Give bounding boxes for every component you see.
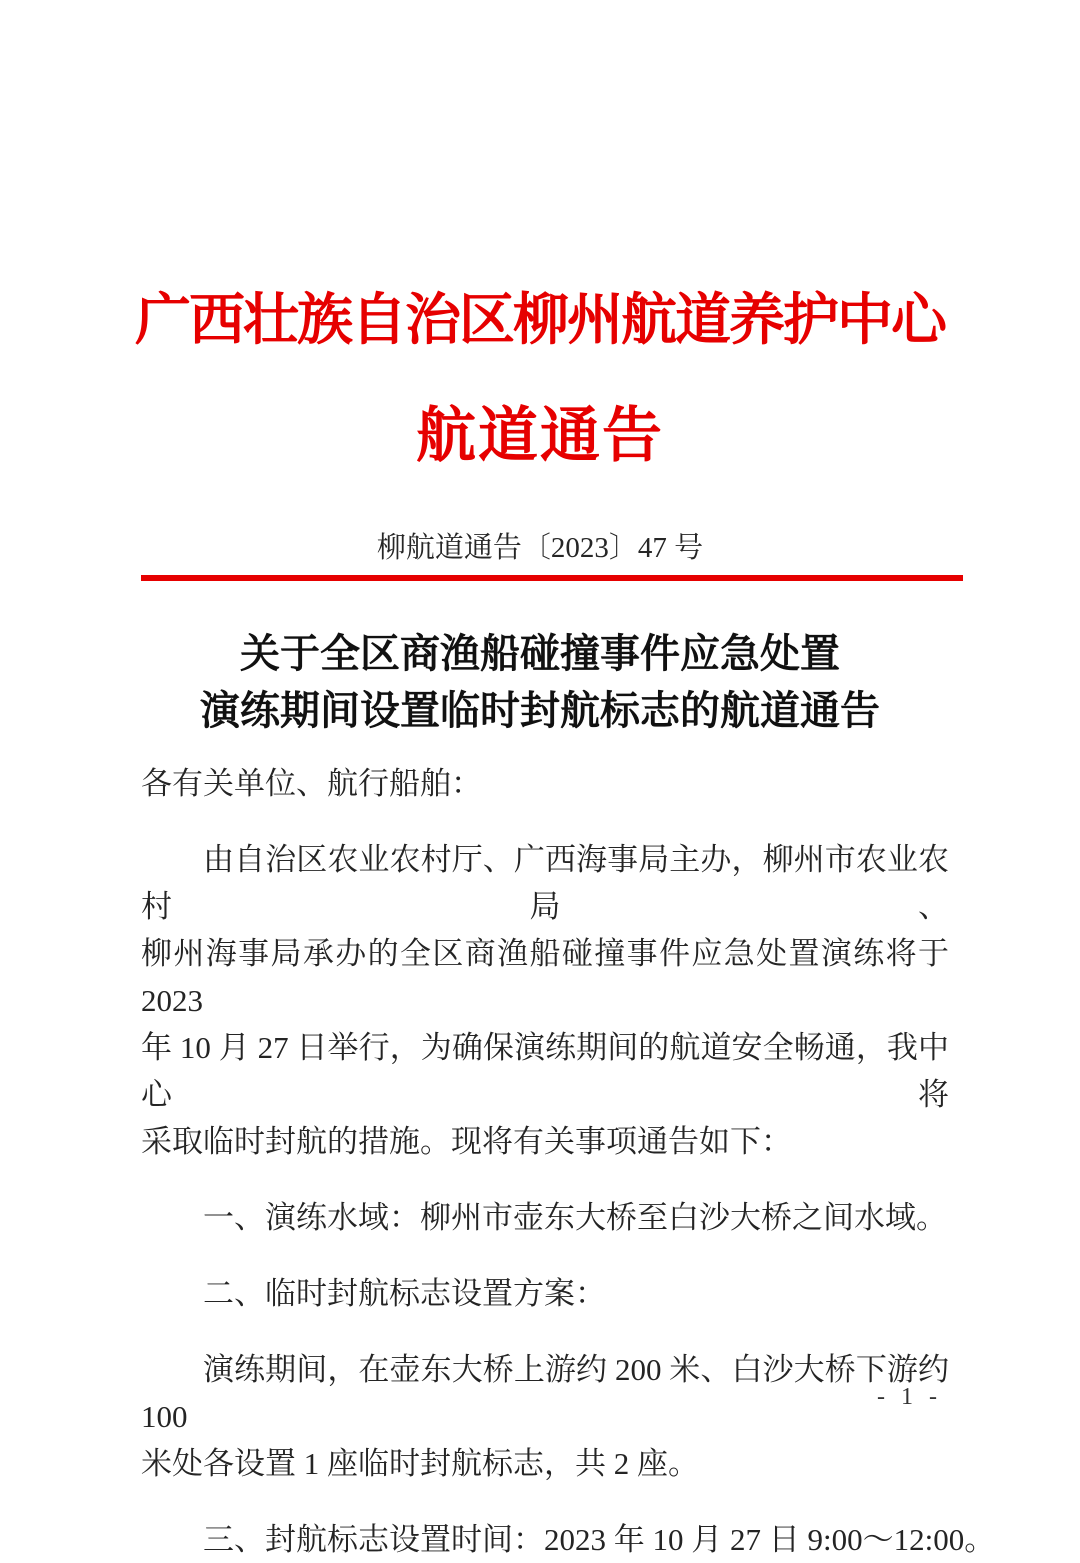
org-title: 广西壮族自治区柳州航道养护中心: [135, 288, 945, 351]
text-line: 米处各设置 1 座临时封航标志，共 2 座。: [141, 1446, 699, 1481]
notice-title-line2: 演练期间设置临时封航标志的航道通告: [200, 689, 880, 733]
page-number: - 1 -: [877, 1384, 942, 1410]
salutation: 各有关单位、航行船舶：: [141, 766, 482, 801]
text-line: 采取临时封航的措施。现将有关事项通告如下：: [141, 1124, 792, 1159]
item-3-mark-time: 三、封航标志设置时间：2023 年 10 月 27 日 9:00～12:00。: [203, 1522, 996, 1557]
document-body: [141, 760, 996, 1563]
text-line: 演练期间，在壶东大桥上游约 200 米、白沙大桥下游约 100: [141, 1352, 949, 1434]
text-line: 柳州海事局承办的全区商渔船碰撞事件应急处置演练将于 2023: [141, 936, 949, 1018]
red-divider-rule: [141, 575, 963, 581]
notice-title-line1: 关于全区商渔船碰撞事件应急处置: [240, 632, 840, 676]
item-2-mark-plan: 二、临时封航标志设置方案：: [203, 1276, 606, 1311]
text-line: 由自治区农业农村厅、广西海事局主办，柳州市农业农村局、: [141, 842, 949, 924]
paragraph-mark-details: [141, 1346, 949, 1487]
item-1-exercise-area: 一、演练水域：柳州市壶东大桥至白沙大桥之间水域。: [203, 1200, 947, 1235]
doc-number: 柳航道通告〔2023〕47 号: [376, 532, 704, 564]
paragraph-intro: [141, 836, 949, 1165]
text-line: 年 10 月 27 日举行，为确保演练期间的航道安全畅通，我中心将: [141, 1030, 949, 1112]
doc-type-title: 航道通告: [416, 402, 664, 469]
